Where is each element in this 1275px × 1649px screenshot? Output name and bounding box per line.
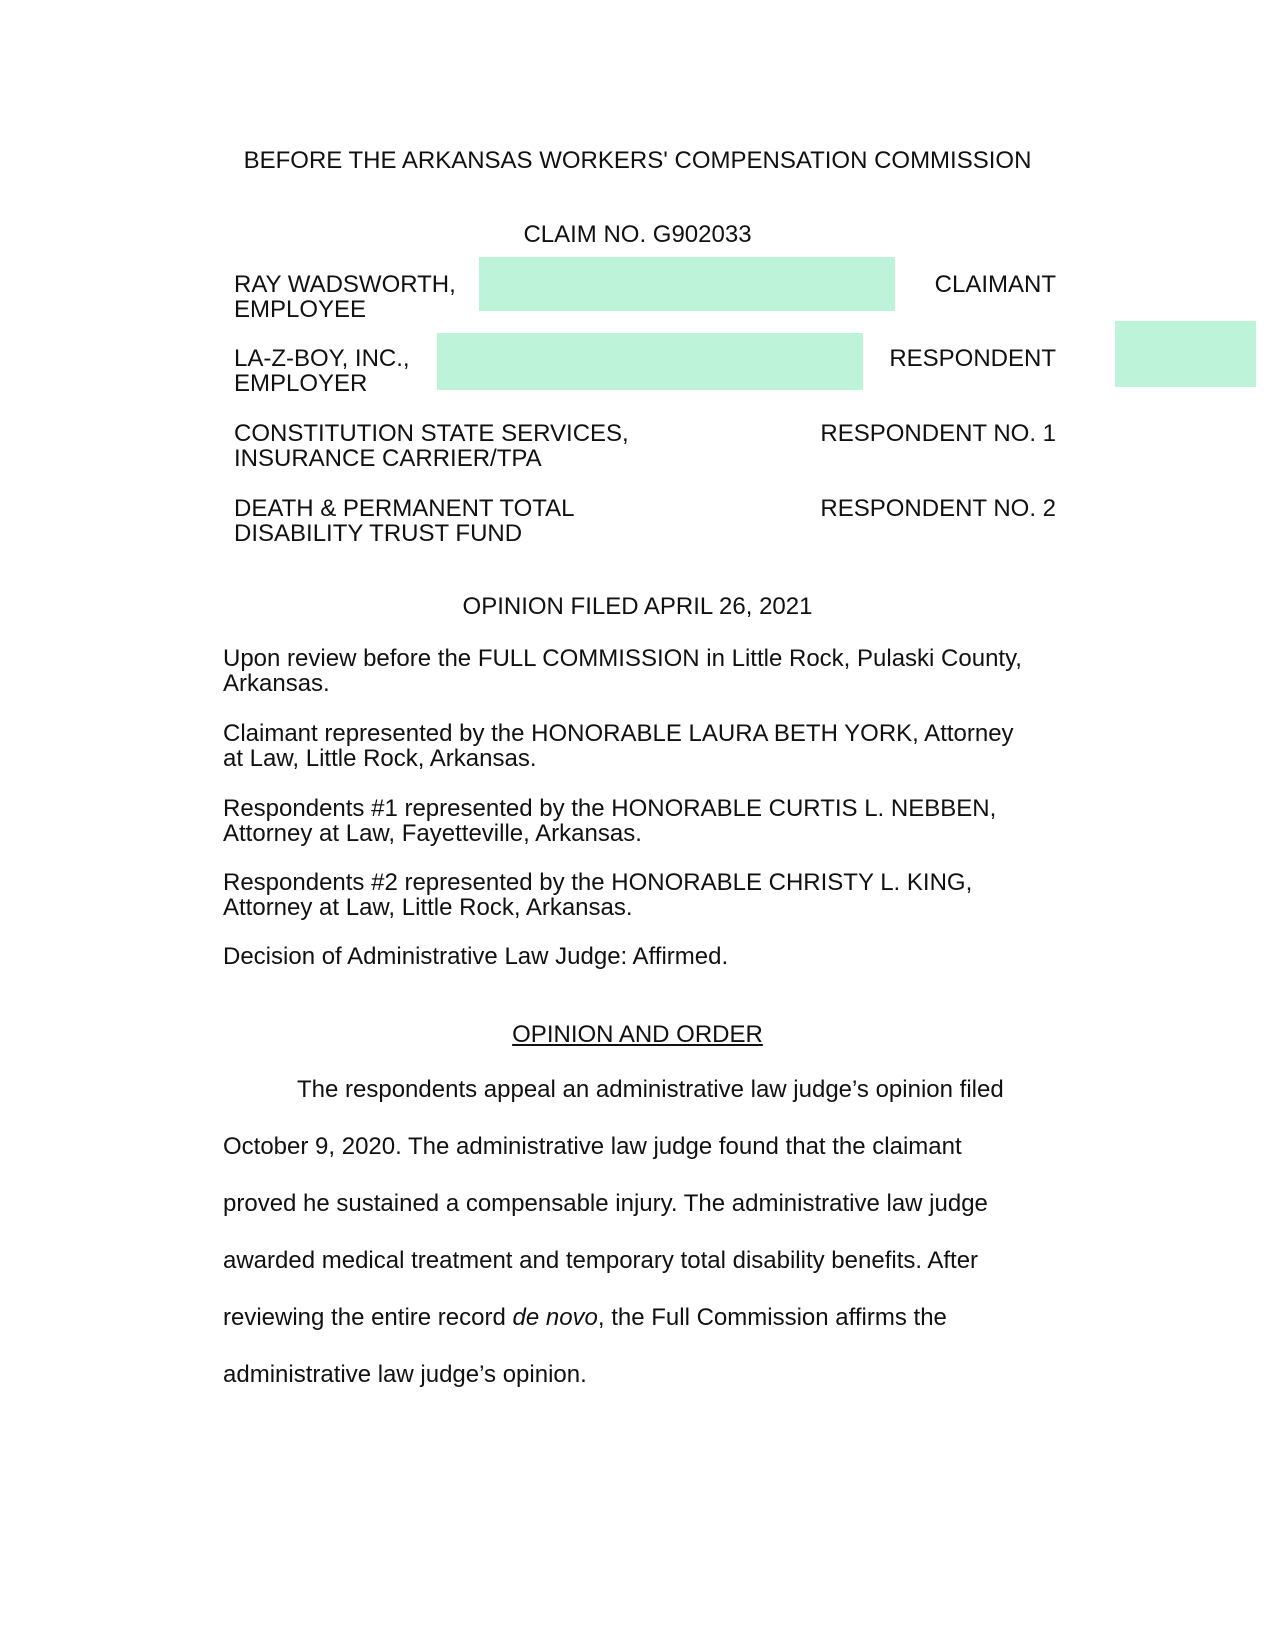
body-line-5: [223, 1304, 947, 1332]
party-name-line1: DEATH & PERMANENT TOTAL: [234, 495, 575, 522]
body-line-3: proved he sustained a compensable injury. The administrative law judge: [223, 1190, 988, 1217]
highlight-box-1: [479, 257, 895, 311]
paragraph-line: Claimant represented by the HONORABLE LAURA BETH YORK, Attorney: [223, 720, 1014, 747]
opinion-filed-date: OPINION FILED APRIL 26, 2021: [462, 593, 813, 620]
party-name-line1: LA-Z-BOY, INC.,: [234, 345, 410, 372]
claim-number: CLAIM NO. G902033: [523, 221, 752, 248]
body-line-4: awarded medical treatment and temporary total disability benefits. After: [223, 1247, 979, 1274]
latin-term: de novo: [512, 1304, 598, 1331]
paragraph-line: Attorney at Law, Little Rock, Arkansas.: [223, 894, 633, 921]
body-text: , the Full Commission affirms the: [597, 1304, 947, 1331]
body-line-6: administrative law judge’s opinion.: [223, 1361, 587, 1388]
body-text: reviewing the entire record: [223, 1304, 513, 1331]
party-name-line2: DISABILITY TRUST FUND: [234, 520, 523, 547]
alj-decision: Decision of Administrative Law Judge: Affirmed.: [223, 943, 729, 970]
paragraph-line: Respondents #1 represented by the HONORABLE CURTIS L. NEBBEN,: [223, 795, 997, 822]
party-role: RESPONDENT NO. 1: [820, 420, 1056, 447]
party-role: CLAIMANT: [934, 271, 1056, 298]
body-line-2: October 9, 2020. The administrative law judge found that the claimant: [223, 1133, 962, 1160]
party-name-line2: EMPLOYER: [234, 370, 368, 397]
party-role: RESPONDENT: [889, 345, 1056, 372]
section-title: OPINION AND ORDER: [512, 1021, 763, 1048]
highlight-box-3: [1115, 321, 1256, 387]
paragraph-line: Upon review before the FULL COMMISSION in Little Rock, Pulaski County,: [223, 645, 1022, 672]
paragraph-line: at Law, Little Rock, Arkansas.: [223, 745, 537, 772]
party-name-line1: RAY WADSWORTH,: [234, 271, 456, 298]
party-name-line1: CONSTITUTION STATE SERVICES,: [234, 420, 629, 447]
party-role: RESPONDENT NO. 2: [820, 495, 1056, 522]
body-line-1: The respondents appeal an administrative law judge’s opinion filed: [297, 1076, 1004, 1103]
party-name-line2: INSURANCE CARRIER/TPA: [234, 445, 542, 472]
commission-heading: BEFORE THE ARKANSAS WORKERS' COMPENSATION COMMISSION: [243, 147, 1032, 174]
party-name-line2: EMPLOYEE: [234, 296, 367, 323]
paragraph-line: Respondents #2 represented by the HONORABLE CHRISTY L. KING,: [223, 869, 973, 896]
highlight-box-2: [437, 333, 863, 390]
paragraph-line: Attorney at Law, Fayetteville, Arkansas.: [223, 820, 642, 847]
paragraph-line: Arkansas.: [223, 670, 330, 697]
